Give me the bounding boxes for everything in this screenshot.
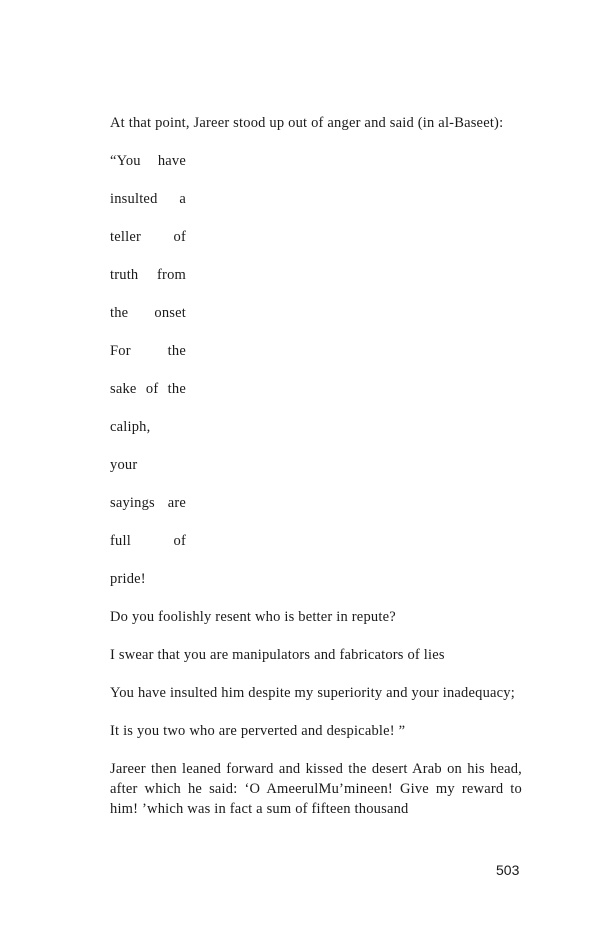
verse-line: For the <box>110 343 186 359</box>
verse-line: teller of <box>110 229 186 245</box>
poem-line: Do you foolishly resent who is better in repute? <box>110 609 396 625</box>
verse-line: truth from <box>110 267 186 283</box>
page-body <box>110 113 522 837</box>
verse-line: your <box>110 457 138 473</box>
verse-line: “You have <box>110 153 186 169</box>
verse-line: sayings are <box>110 495 186 511</box>
closing-paragraph: Jareer then leaned forward and kissed the desert Arab on his head, after which he said: ‘O AmeerulMu’mineen! Give my reward to him! ’which was in fact a sum of fifteen thousand <box>110 761 522 817</box>
poem-line: You have insulted him despite my superiority and your inadequacy; <box>110 685 515 701</box>
verse-line: full of <box>110 533 186 549</box>
verse-line: caliph, <box>110 419 151 435</box>
verse-line: insulted a <box>110 191 186 207</box>
verse-line: pride! <box>110 571 146 587</box>
poem-line: It is you two who are perverted and despicable! ” <box>110 723 406 739</box>
verse-line: sake of the <box>110 381 186 397</box>
verse-line: the onset <box>110 305 186 321</box>
page-number: 503 <box>496 862 520 878</box>
intro-paragraph: At that point, Jareer stood up out of anger and said (in al-Baseet): <box>110 115 504 131</box>
poem-line: I swear that you are manipulators and fabricators of lies <box>110 647 445 663</box>
